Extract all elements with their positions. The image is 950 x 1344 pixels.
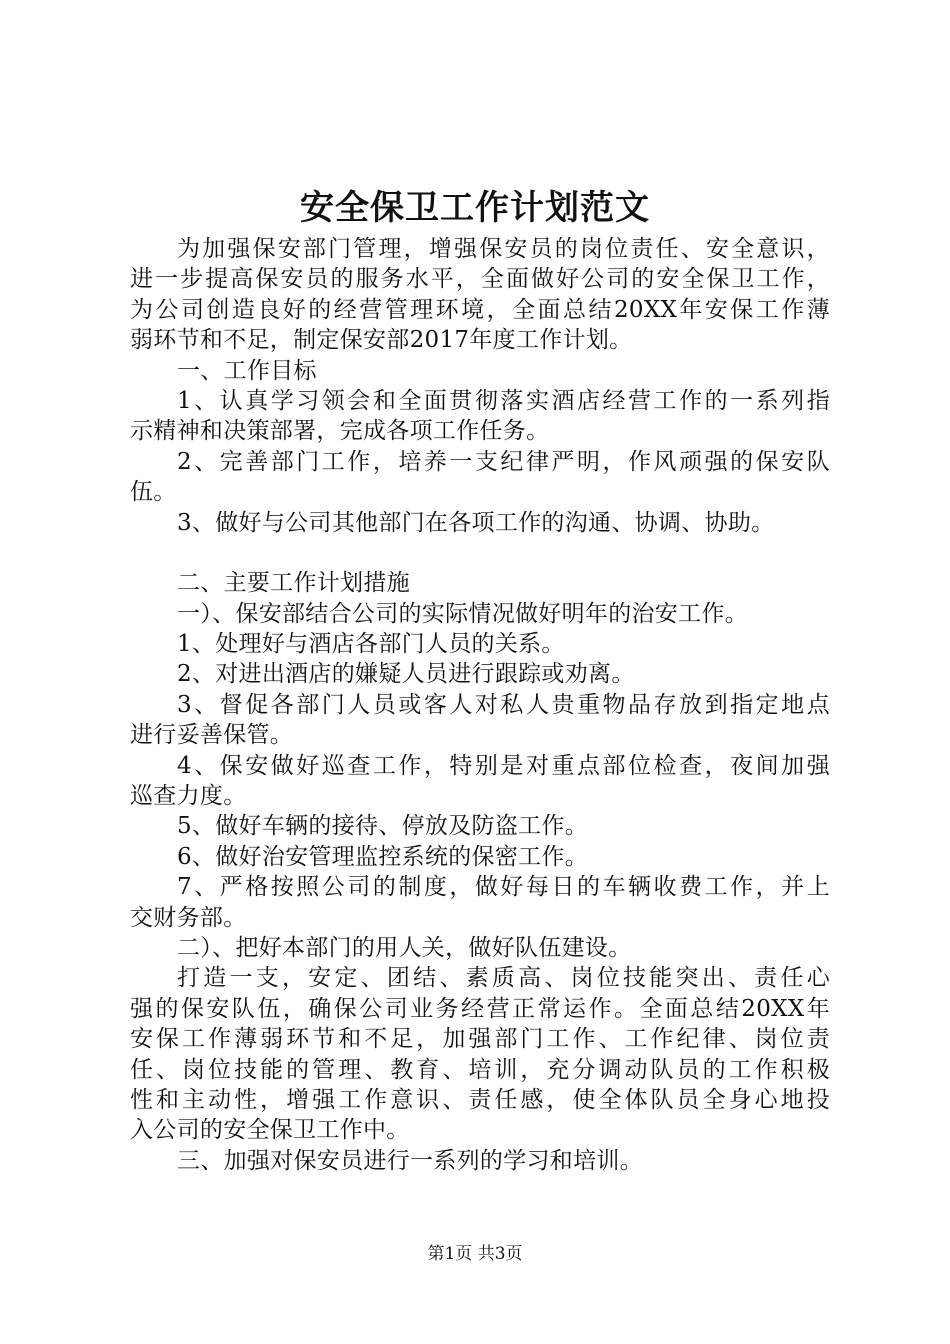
text-line: 1、认真学习领会和全面贯彻落实酒店经营工作的一系列指 bbox=[177, 387, 830, 414]
text-line: 5、做好车辆的接待、停放及防盗工作。 bbox=[177, 813, 589, 840]
text-line: 二、主要工作计划措施 bbox=[177, 570, 410, 597]
document-body bbox=[130, 234, 830, 1176]
text-line: 安保工作薄弱环节和不足，加强部门工作、工作纪律、岗位责 bbox=[130, 1026, 830, 1053]
text-line: 二）、把好本部门的用人关，做好队伍建设。 bbox=[177, 934, 632, 961]
blank-line bbox=[130, 538, 830, 568]
text-line: 弱环节和不足，制定保安部2017年度工作计划。 bbox=[130, 327, 633, 354]
text-line: 任、岗位技能的管理、教育、培训，充分调动队员的工作积极 bbox=[130, 1056, 830, 1083]
text-line: 示精神和决策部署，完成各项工作任务。 bbox=[130, 418, 550, 445]
text-line: 巡查力度。 bbox=[130, 783, 247, 810]
text-line: 进行妥善保管。 bbox=[130, 722, 294, 749]
text-line: 三、加强对保安员进行一系列的学习和培训。 bbox=[177, 1147, 643, 1174]
text-line: 强的保安队伍，确保公司业务经营正常运作。全面总结20XX年 bbox=[130, 995, 830, 1022]
text-line: 进一步提高保安员的服务水平，全面做好公司的安全保卫工作， bbox=[130, 266, 830, 293]
text-line: 为公司创造良好的经营管理环境，全面总结20XX年安保工作薄 bbox=[130, 296, 830, 323]
text-line: 一）、保安部结合公司的实际情况做好明年的治安工作。 bbox=[177, 600, 748, 627]
text-line: 交财务部。 bbox=[130, 904, 247, 931]
text-line: 2、完善部门工作，培养一支纪律严明，作风顽强的保安队 bbox=[177, 448, 830, 475]
text-line: 为加强保安部门管理，增强保安员的岗位责任、安全意识， bbox=[177, 236, 830, 262]
text-line: 性和主动性，增强工作意识、责任感，使全体队员全身心地投 bbox=[130, 1086, 830, 1113]
text-line: 6、做好治安管理监控系统的保密工作。 bbox=[177, 843, 589, 870]
text-line: 一、工作目标 bbox=[177, 357, 317, 384]
text-line: 3、督促各部门人员或客人对私人贵重物品存放到指定地点 bbox=[177, 691, 830, 718]
text-line: 3、做好与公司其他部门在各项工作的沟通、协调、协助。 bbox=[177, 509, 775, 536]
text-line: 7、严格按照公司的制度，做好每日的车辆收费工作，并上 bbox=[177, 874, 830, 901]
text-line: 打造一支，安定、团结、素质高、岗位技能突出、责任心 bbox=[177, 965, 830, 992]
text-line: 4、保安做好巡查工作，特别是对重点部位检查，夜间加强 bbox=[177, 752, 830, 779]
page-footer: 第1页 共3页 bbox=[427, 1244, 523, 1264]
document-title: 安全保卫工作计划范文 bbox=[300, 188, 650, 228]
text-line: 1、处理好与酒店各部门人员的关系。 bbox=[177, 631, 565, 658]
text-line: 入公司的安全保卫工作中。 bbox=[130, 1117, 410, 1144]
text-line: 2、对进出酒店的嫌疑人员进行跟踪或劝离。 bbox=[177, 661, 635, 688]
text-line: 伍。 bbox=[130, 479, 177, 506]
